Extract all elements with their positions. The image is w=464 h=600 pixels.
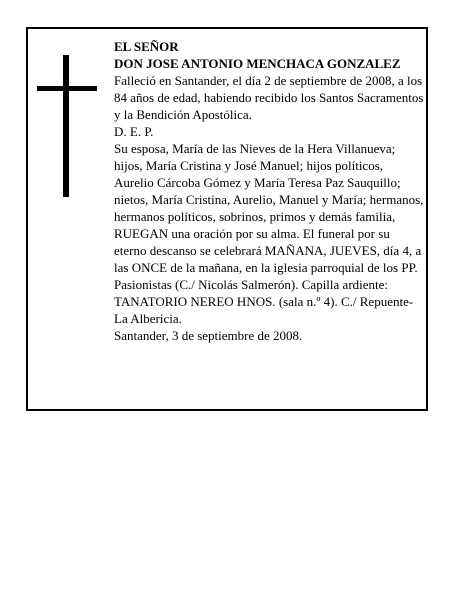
- death-announcement: Falleció en Santander, el día 2 de septiembre de 2008, a los 84 años de edad, habiendo recibido los Santos Sacramentos y la Bendición Apostólica.: [114, 73, 424, 122]
- latin-cross-icon: [37, 55, 97, 197]
- family-list: Su esposa, María de las Nieves de la Hera Villanueva; hijos, María Cristina y José Manuel; hijos políticos, Aurelio Cárcoba Gómez y María Teresa Paz Sauquillo; nietos, María Cristina, Aurelio, Manuel y María; hermanos, hermanos políticos, sobrinos, primos y demás familia,: [114, 141, 424, 224]
- obituary-text: [114, 38, 424, 344]
- obituary-title: EL SEÑOR: [114, 39, 179, 54]
- cross-horizontal-bar: [37, 86, 97, 91]
- deceased-name: DON JOSE ANTONIO MENCHACA GONZALEZ: [114, 56, 401, 71]
- funeral-details: RUEGAN una oración por su alma. El funeral por su eterno descanso se celebrará MAÑANA, JUEVES, día 4, a las ONCE de la mañana, en la iglesia parroquial de los PP. Pasionistas (C./ Nicolás Salmerón). Capilla ardiente: TANATORIO NEREO HNOS. (sala n.º 4). C./ Repuente-La Albericia.: [114, 226, 422, 326]
- cross-vertical-bar: [63, 55, 69, 197]
- notice-date: Santander, 3 de septiembre de 2008.: [114, 328, 303, 343]
- rest-in-peace: D. E. P.: [114, 124, 154, 139]
